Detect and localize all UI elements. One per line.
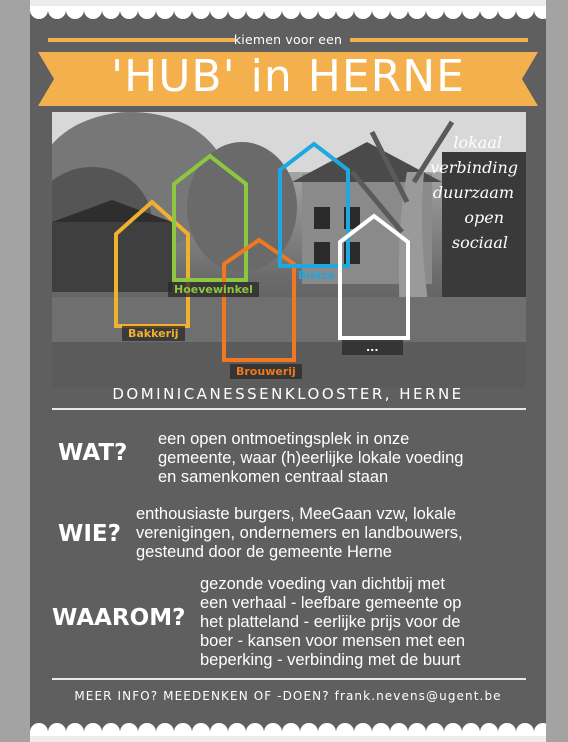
poster-title: 'HUB' in HERNE (111, 51, 465, 102)
section-label-wat: WAT? (58, 440, 128, 466)
value-verbinding: verbinding (430, 158, 518, 177)
value-lokaal: lokaal (453, 133, 502, 152)
value-open: open (464, 208, 504, 227)
divider-under-location (52, 408, 526, 410)
value-sociaal: sociaal (451, 233, 508, 252)
section-line: het platteland - eerlijke prijs voor de (200, 613, 461, 631)
monastery-photo (52, 112, 526, 388)
house-label-brouwerij: Brouwerij (230, 364, 302, 379)
section-line: beperking - verbinding met de buurt (200, 651, 461, 669)
section-line: enthousiaste burgers, MeeGaan vzw, lokale (136, 505, 457, 523)
scallop-border-bottom (30, 720, 546, 736)
footer-contact: MEER INFO? MEEDENKEN OF -DOEN? frank.nevens@ugent.be (74, 689, 502, 703)
house-label-bakkerij: Bakkerij (122, 326, 185, 341)
section-line: gemeente, waar (h)eerlijke lokale voeding (158, 449, 464, 467)
section-line: gesteund door de gemeente Herne (136, 543, 392, 561)
house-label-more: ... (342, 340, 403, 355)
section-line: een verhaal - leefbare gemeente op (200, 594, 462, 612)
section-text-waarom (200, 575, 465, 670)
poster (30, 6, 546, 736)
location-caption: DOMINICANESSENKLOOSTER, HERNE (112, 385, 464, 403)
section-line: verenigingen, ondernemers en landbouwers, (136, 524, 463, 542)
section-text-wat (158, 430, 463, 487)
left-margin-strip (0, 0, 30, 742)
section-line: gezonde voeding van dichtbij met (200, 575, 445, 593)
section-line: een open ontmoetingsplek in onze (158, 430, 410, 448)
right-margin-strip (546, 0, 568, 742)
divider-above-footer (52, 678, 526, 680)
house-label-bistro: Bistro (298, 269, 335, 282)
values-list (430, 130, 518, 255)
section-line: en samenkomen centraal staan (158, 468, 389, 486)
section-line: boer - kansen voor mensen met een (200, 632, 466, 650)
house-label-hoevewinkel: Hoevewinkel (168, 282, 259, 297)
section-label-waarom: WAAROM? (52, 605, 186, 631)
scallop-border-top (30, 6, 546, 22)
section-label-wie: WIE? (58, 521, 121, 547)
tagline: kiemen voor een (233, 32, 343, 47)
section-text-wie (136, 505, 463, 562)
value-duurzaam: duurzaam (432, 183, 514, 202)
